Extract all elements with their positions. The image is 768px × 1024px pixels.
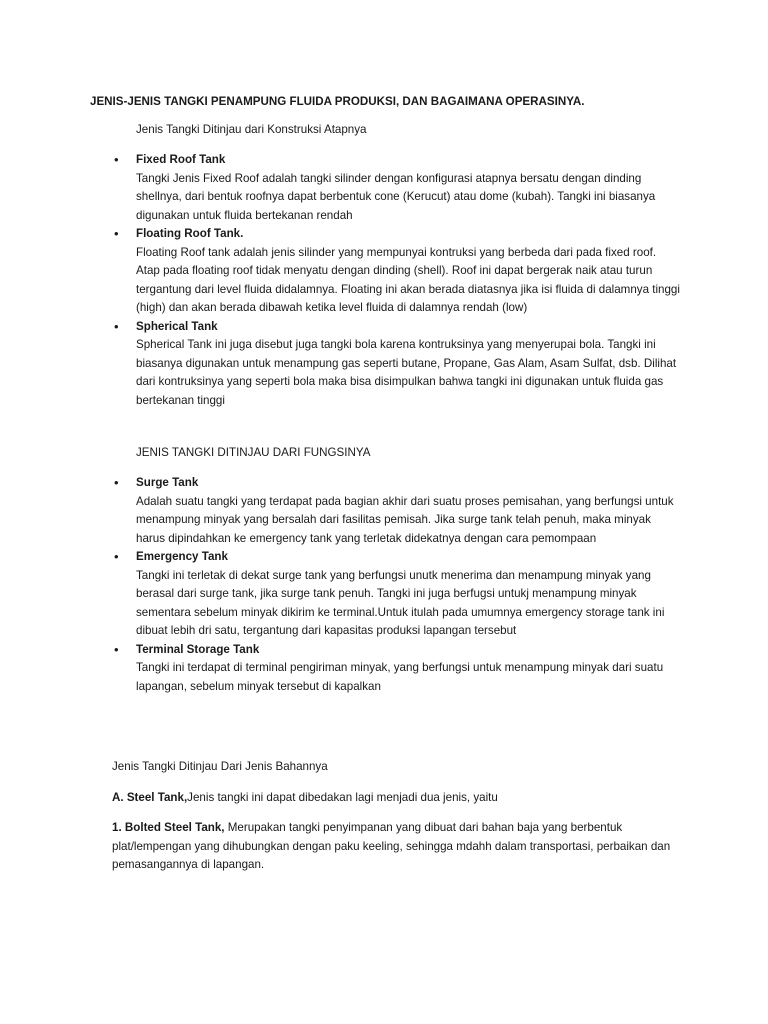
item-body: Spherical Tank ini juga disebut juga tangki bola karena kontruksinya yang menyerupai bola. Tangki ini biasanya digunakan untuk menampung gas seperti butane, Propane, Gas Alam, Asam Sulfat, dsb. Dilihat dari kontruksinya yang seperti bola maka bisa disimpulkan bahwa tangki ini digunakan untuk fluida gas bertekanan tinggi xyxy=(136,338,677,407)
list-item-terminal-storage xyxy=(112,641,682,697)
bolted-steel-tank-label: 1. Bolted Steel Tank, xyxy=(112,821,225,834)
list-item-emergency-tank xyxy=(112,548,682,641)
item-body: Adalah suatu tangki yang terdapat pada bagian akhir dari suatu proses pemisahan, yang berfungsi untuk menampung minyak yang bersalah dari fasilitas pemisah. Jika surge tank telah penuh, maka minyak harus dipindahkan ke emergency tank yang terletak didekatnya dengan cara pemompaan xyxy=(136,494,674,545)
list-item-fixed-roof xyxy=(112,151,682,225)
item-title: • Fixed Roof Tank xyxy=(136,153,226,166)
bullet-list-function xyxy=(112,474,682,696)
paragraph-steel-tank xyxy=(112,789,682,808)
item-body: Tangki ini terdapat di terminal pengiriman minyak, yang berfungsi untuk menampung minyak dari suatu lapangan, sebelum minyak tersebut di kapalkan xyxy=(136,661,664,693)
steel-tank-label: A. Steel Tank, xyxy=(112,791,188,804)
steel-tank-text: Jenis tangki ini dapat dibedakan lagi menjadi dua jenis, yaitu xyxy=(187,791,498,804)
item-title: • Spherical Tank xyxy=(136,319,218,333)
section-heading-roof: Jenis Tangki Ditinjau dari Konstruksi Atapnya xyxy=(136,123,367,136)
item-title: • Floating Roof Tank. xyxy=(136,227,244,240)
item-title: • Surge Tank xyxy=(136,476,199,489)
item-body: Floating Roof tank adalah jenis silinder yang mempunyai kontruksi yang berbeda dari pada fixed roof. Atap pada floating roof tidak menyatu dengan dinding (shell). Roof ini dapat bergerak naik atau turun tergantung dari level fluida didalamnya. Floating ini akan berada diatasnya jika isi fluida di dalamnya tinggi (high) dan akan berada dibawah ketika level fluida di dalamnya rendah (low) xyxy=(136,245,680,314)
item-body: Tangki ini terletak di dekat surge tank yang berfungsi unutk menerima dan menampung minyak yang berasal dari surge tank, jika surge tank penuh. Tangki ini juga berfugsi untukj menampung minyak sementara sebelum minyak dikirim ke terminal.Untuk itulah pada umumnya emergency storage tank ini dibuat lebih dri satu, tergantung dari kapasitas produksi lapangan tersebut xyxy=(136,568,665,637)
bullet-list-roof xyxy=(112,151,682,410)
item-title: • Emergency Tank xyxy=(136,550,228,563)
section-heading-function: JENIS TANGKI DITINJAU DARI FUNGSINYA xyxy=(136,446,371,459)
paragraph-bolted-steel-tank xyxy=(112,819,682,875)
list-item-floating-roof xyxy=(112,225,682,318)
list-item-surge-tank xyxy=(112,474,682,548)
section-heading-material: Jenis Tangki Ditinjau Dari Jenis Bahannya xyxy=(112,760,328,773)
document-title: JENIS-JENIS TANGKI PENAMPUNG FLUIDA PRODUKSI, DAN BAGAIMANA OPERASINYA. xyxy=(90,95,585,108)
bolted-steel-tank-text: Merupakan tangki penyimpanan yang dibuat dari bahan baja yang berbentuk plat/lempengan yang dihubungkan dengan paku keeling, sehingga mdahh dalam transportasi, perbaikan dan pemasangannya di lapangan. xyxy=(112,821,671,871)
list-item-spherical xyxy=(112,318,682,411)
item-body: Tangki Jenis Fixed Roof adalah tangki silinder dengan konfigurasi atapnya bersatu dengan dinding shellnya, dari bentuk roofnya dapat berbentuk cone (Kerucut) atau dome (kubah). Tangki ini biasanya digunakan untuk fluida bertekanan rendah xyxy=(136,171,656,222)
item-title: • Terminal Storage Tank xyxy=(136,642,260,656)
